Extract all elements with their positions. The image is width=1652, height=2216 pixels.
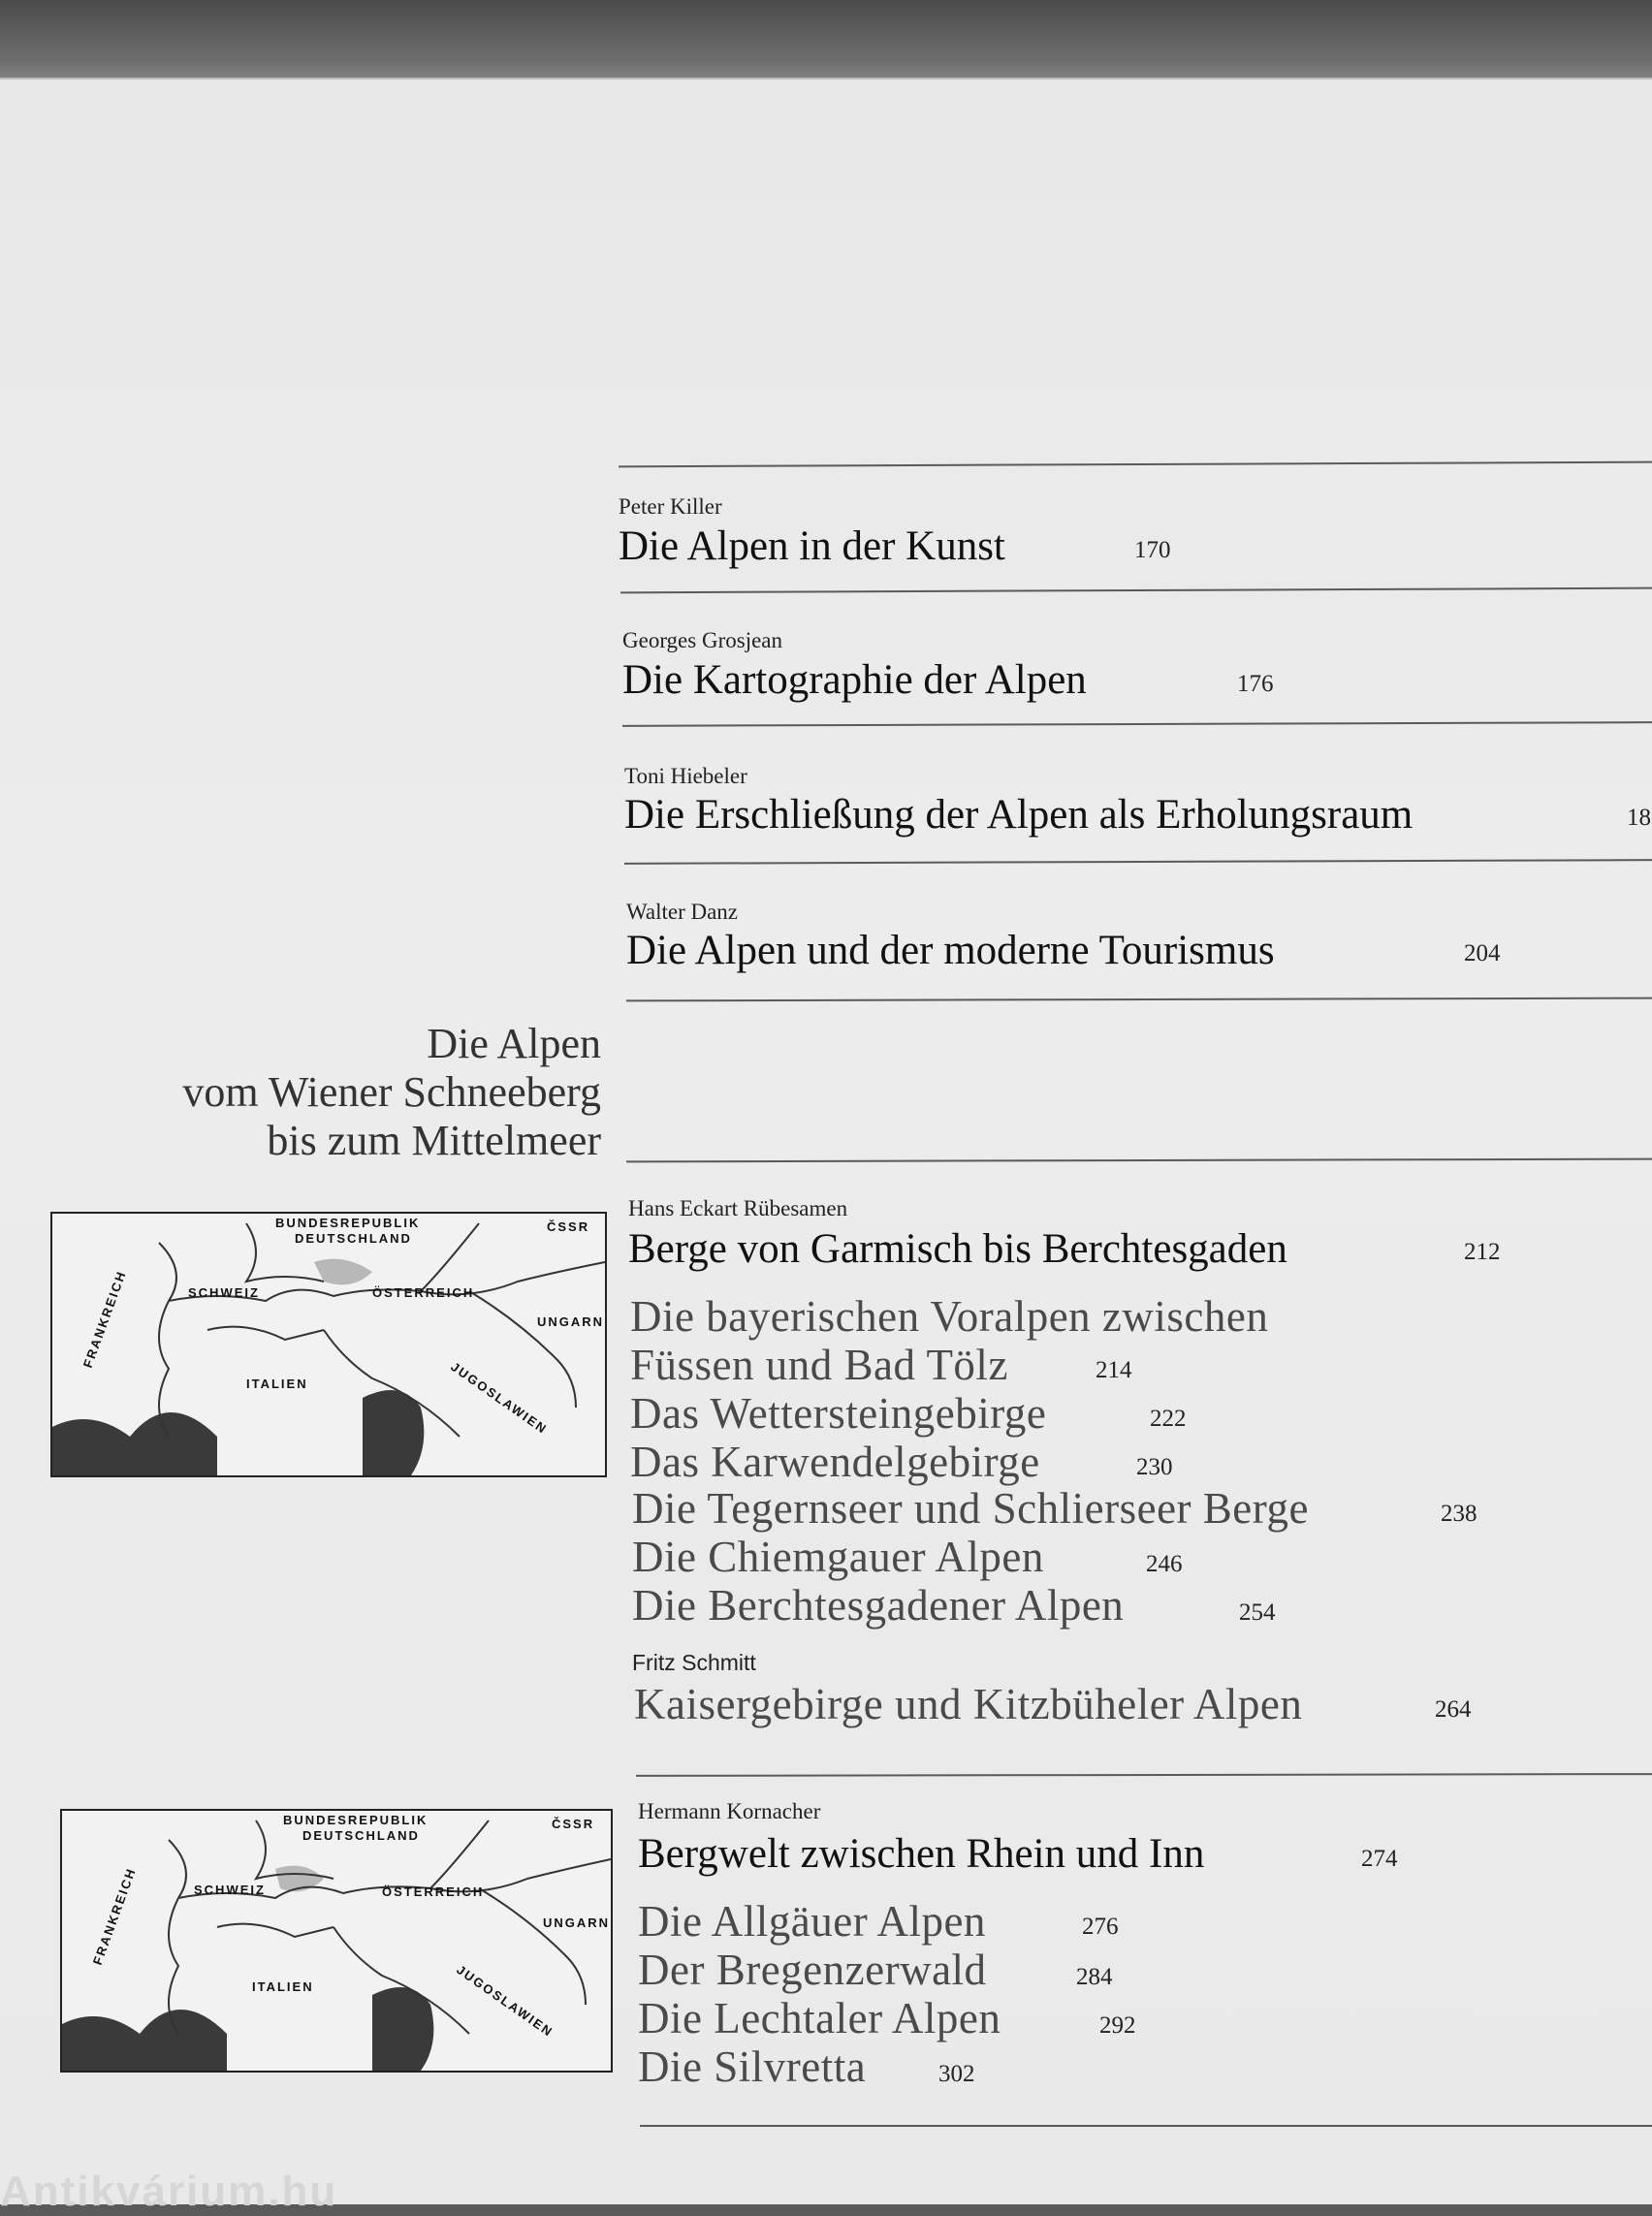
map-label: FRANKREICH [79, 1268, 130, 1371]
map-label: DEUTSCHLAND [295, 1231, 412, 1246]
subentry-page-number: 246 [1146, 1551, 1183, 1577]
entry-author: Toni Hiebeler [624, 764, 747, 788]
divider [620, 587, 1652, 594]
entry-page-number: 204 [1464, 940, 1501, 966]
watermark: Antikvárium.hu [0, 2168, 338, 2215]
entry-title: Bergwelt zwischen Rhein und Inn [638, 1831, 1205, 1877]
entry-page-number: 176 [1237, 671, 1274, 697]
subentry-title: Das Wettersteingebirge [630, 1389, 1047, 1438]
subentry-title: Die Tegernseer und Schlierseer Berge [632, 1484, 1309, 1533]
entry-author: Fritz Schmitt [632, 1650, 756, 1675]
map-label: ITALIEN [252, 1979, 314, 1994]
section-heading [182, 1020, 601, 1165]
entry-author: Georges Grosjean [622, 628, 782, 652]
subentry-page-number: 238 [1441, 1501, 1477, 1527]
subentry-title: Die Chiemgauer Alpen [632, 1533, 1044, 1581]
entry-page-number: 18 [1627, 805, 1651, 831]
subentry-title: Die Berchtesgadener Alpen [632, 1581, 1125, 1630]
subentry-title: Der Bregenzerwald [638, 1946, 987, 1994]
divider [624, 859, 1652, 865]
subentry-title: Die Silvretta [638, 2042, 867, 2091]
map-label: SCHWEIZ [188, 1285, 260, 1300]
map-label: BUNDESREPUBLIK [275, 1216, 421, 1230]
subentry-page-number: 254 [1239, 1599, 1276, 1626]
subentry-title: Das Karwendelgebirge [630, 1438, 1040, 1486]
map-label: ČSSR [552, 1817, 595, 1831]
map-label: JUGOSLAWIEN [448, 1359, 551, 1438]
divider [626, 1158, 1652, 1163]
alps-region-map [60, 1809, 613, 2073]
divider [622, 721, 1652, 727]
map-label: ITALIEN [246, 1377, 308, 1391]
subentry-page-number: 230 [1136, 1454, 1173, 1480]
subentry-page-number: 302 [938, 2061, 975, 2087]
subentry-page-number: 276 [1082, 1914, 1119, 1940]
section-heading-line: Die Alpen [427, 1020, 601, 1067]
map-label: UNGARN [543, 1915, 611, 1930]
entry-title: Die Erschließung der Alpen als Erholungsraum [624, 792, 1414, 838]
subentry-title: Die Lechtaler Alpen [638, 1994, 1001, 2042]
book-page [0, 78, 1652, 2204]
divider [640, 2125, 1652, 2127]
entry-title: Berge von Garmisch bis Berchtesgaden [628, 1226, 1287, 1272]
background-shadow [0, 0, 1652, 87]
section-heading-line: bis zum Mittelmeer [267, 1117, 601, 1164]
entry-author: Walter Danz [626, 900, 738, 924]
entry-title: Die Alpen und der moderne Tourismus [626, 928, 1275, 973]
entry-author: Hans Eckart Rübesamen [628, 1196, 848, 1220]
divider [619, 461, 1652, 468]
map-label: SCHWEIZ [194, 1883, 266, 1897]
alps-region-map [50, 1212, 607, 1477]
map-label: ÖSTERREICH [382, 1884, 485, 1899]
subentry-title: Die bayerischen Voralpen zwischen [630, 1292, 1269, 1341]
map-label: UNGARN [537, 1314, 605, 1329]
map-label: JUGOSLAWIEN [454, 1962, 556, 2041]
map-label: BUNDESREPUBLIK [283, 1813, 429, 1827]
map-label: FRANKREICH [89, 1865, 140, 1968]
subentry-page-number: 264 [1435, 1696, 1472, 1723]
entry-author: Peter Killer [619, 494, 722, 519]
subentry-title: Füssen und Bad Tölz [630, 1341, 1008, 1389]
map-label: ÖSTERREICH [372, 1285, 475, 1300]
map-label: ČSSR [547, 1219, 590, 1234]
subentry-page-number: 222 [1150, 1406, 1187, 1432]
section-heading-line: vom Wiener Schneeberg [182, 1068, 601, 1116]
subentry-title: Die Allgäuer Alpen [638, 1897, 986, 1946]
entry-title: Die Alpen in der Kunst [619, 523, 1005, 569]
subentry-page-number: 292 [1099, 2012, 1136, 2039]
divider [636, 1773, 1652, 1777]
entry-page-number: 212 [1464, 1239, 1501, 1265]
subentry-page-number: 284 [1076, 1964, 1113, 1990]
entry-title: Die Kartographie der Alpen [622, 657, 1087, 703]
subentry-title: Kaisergebirge und Kitzbüheler Alpen [634, 1680, 1303, 1728]
map-graphic [52, 1214, 605, 1475]
entry-author: Hermann Kornacher [638, 1799, 821, 1823]
divider [626, 997, 1652, 1002]
entry-page-number: 274 [1361, 1846, 1398, 1872]
entry-page-number: 170 [1134, 537, 1171, 563]
subentry-page-number: 214 [1096, 1357, 1132, 1383]
map-graphic [62, 1811, 611, 2071]
map-label: DEUTSCHLAND [302, 1828, 420, 1843]
